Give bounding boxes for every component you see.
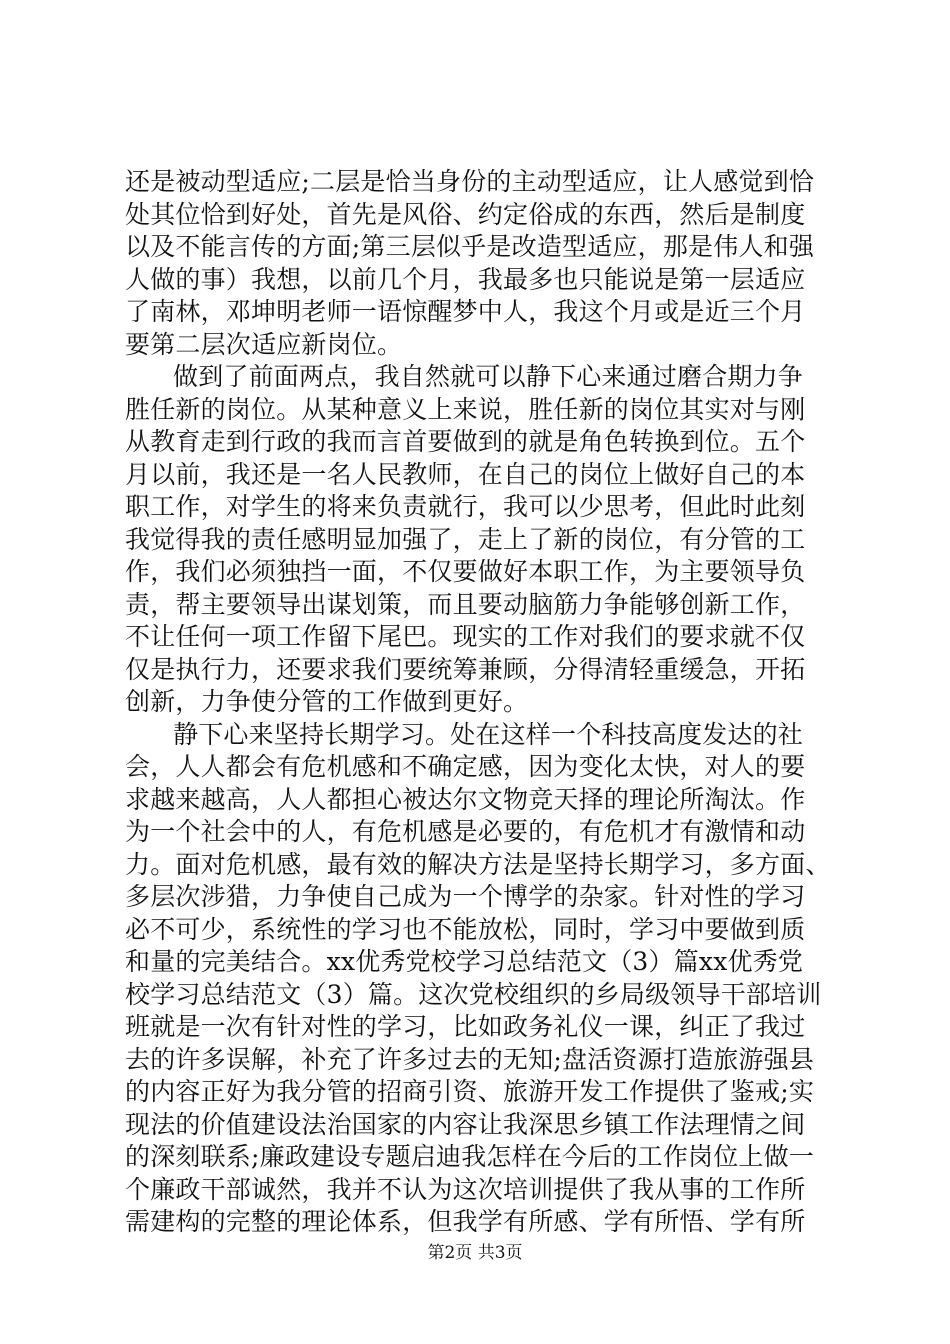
text-line: 从教育走到行政的我而言首要做到的就是角色转换到位。五个 <box>125 427 806 456</box>
text-line: 需建构的完整的理论体系，但我学有所感、学有所悟、学有所 <box>125 1207 806 1236</box>
text-line: 求越来越高，人人都担心被达尔文物竞天择的理论所淘汰。作 <box>125 785 806 814</box>
text-line: 的内容正好为我分管的招商引资、旅游开发工作提供了鉴戒;实 <box>125 1077 815 1106</box>
text-line: 创新，力争使分管的工作做到更好。 <box>125 687 529 716</box>
text-line: 校学习总结范文（3）篇。这次党校组织的乡局级领导干部培训 <box>125 980 822 1009</box>
text-line: 多层次涉猎，力争使自己成为一个博学的杂家。针对性的学习 <box>125 882 806 911</box>
text-line: 作，我们必须独挡一面，不仅要做好本职工作，为主要领导负 <box>125 557 806 586</box>
paragraph-first-line: 做到了前面两点，我自然就可以静下心来通过磨合期力争 <box>173 362 804 391</box>
page-number-footer: 第2页 共3页 <box>427 1243 523 1263</box>
text-line: 月以前，我还是一名人民教师，在自己的岗位上做好自己的本 <box>125 460 806 489</box>
text-line: 必不可少，系统性的学习也不能放松，同时，学习中要做到质 <box>125 915 806 944</box>
text-line: 不让任何一项工作留下尾巴。现实的工作对我们的要求就不仅 <box>125 622 806 651</box>
text-line: 人做的事）我想，以前几个月，我最多也只能说是第一层适应 <box>125 265 806 294</box>
text-line: 的深刻联系;廉政建设专题启迪我怎样在今后的工作岗位上做一 <box>125 1142 815 1171</box>
text-line: 个廉政干部诚然，我并不认为这次培训提供了我从事的工作所 <box>125 1175 806 1204</box>
text-line: 以及不能言传的方面;第三层似乎是改造型适应，那是伟人和强 <box>125 232 815 261</box>
text-line: 仅是执行力，还要求我们要统筹兼顾，分得清轻重缓急，开拓 <box>125 655 806 684</box>
text-line: 要第二层次适应新岗位。 <box>125 330 403 359</box>
text-line: 班就是一次有针对性的学习，比如政务礼仪一课，纠正了我过 <box>125 1012 806 1041</box>
text-line: 力。面对危机感，最有效的解决方法是坚持长期学习，多方面、 <box>125 850 831 879</box>
text-line: 职工作，对学生的将来负责就行，我可以少思考，但此时此刻 <box>125 492 806 521</box>
text-line: 处其位恰到好处，首先是风俗、约定俗成的东西，然后是制度 <box>125 200 806 229</box>
text-line: 我觉得我的责任感明显加强了，走上了新的岗位，有分管的工 <box>125 525 806 554</box>
text-line: 现法的价值建设法治国家的内容让我深思乡镇工作法理情之间 <box>125 1110 806 1139</box>
text-line: 了南林，邓坤明老师一语惊醒梦中人，我这个月或是近三个月 <box>125 297 806 326</box>
text-line: 胜任新的岗位。从某种意义上来说，胜任新的岗位其实对与刚 <box>125 395 806 424</box>
text-line: 责，帮主要领导出谋划策，而且要动脑筋力争能够创新工作， <box>125 590 806 619</box>
text-line: 和量的完美结合。xx优秀党校学习总结范文（3）篇xx优秀党 <box>125 947 804 976</box>
text-line: 去的许多误解，补充了许多过去的无知;盘活资源打造旅游强县 <box>125 1045 815 1074</box>
text-line: 还是被动型适应;二层是恰当身份的主动型适应，让人感觉到恰 <box>125 167 815 196</box>
paragraph-first-line: 静下心来坚持长期学习。处在这样一个科技高度发达的社 <box>173 720 804 749</box>
text-line: 会，人人都会有危机感和不确定感，因为变化太快，对人的要 <box>125 752 806 781</box>
text-line: 为一个社会中的人，有危机感是必要的，有危机才有激情和动 <box>125 817 806 846</box>
